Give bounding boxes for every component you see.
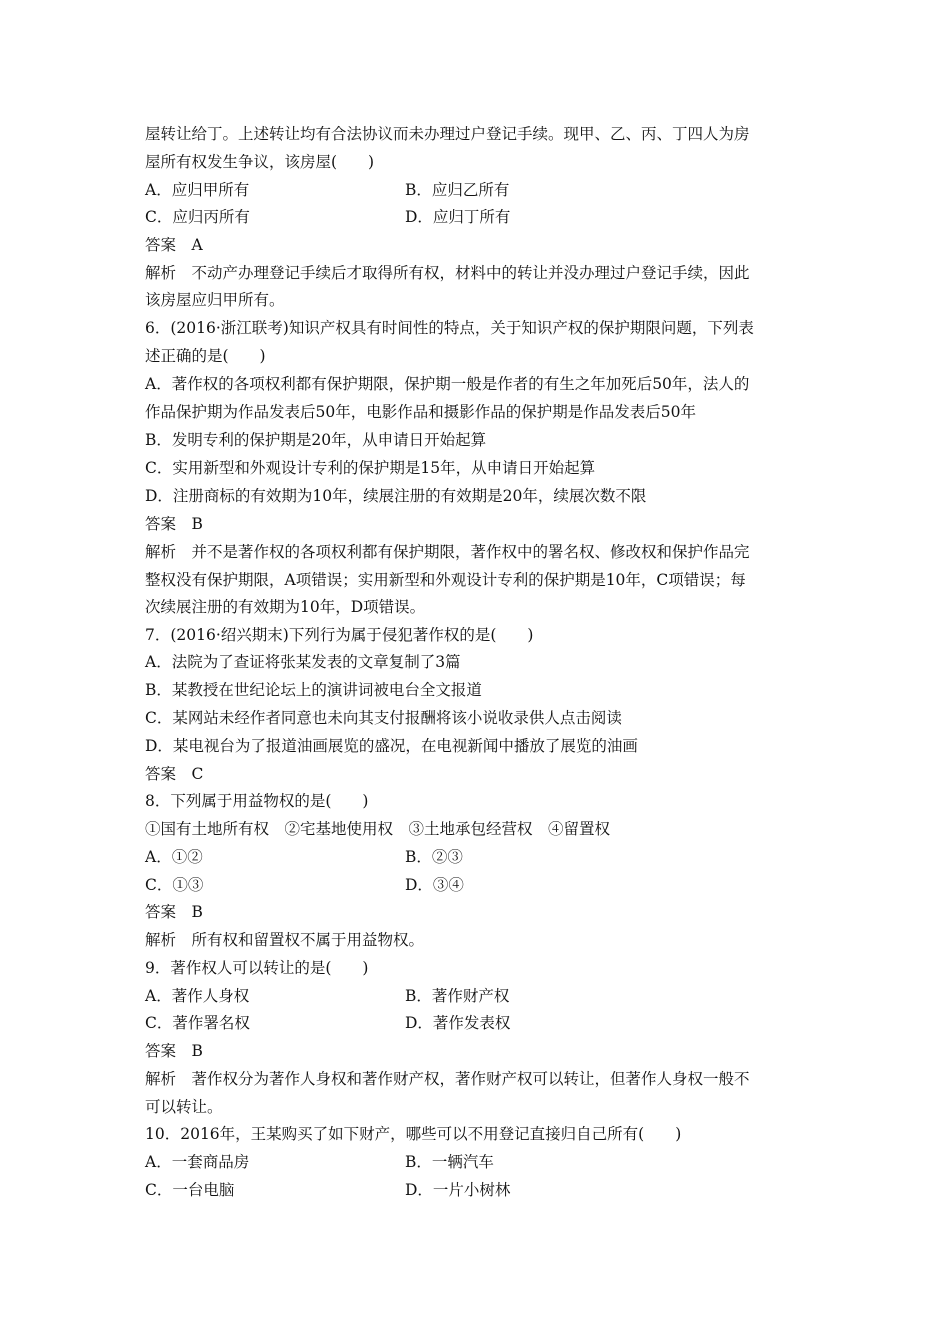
answer-line: 答案 A bbox=[145, 236, 203, 254]
answer-line: 答案 B bbox=[145, 1042, 203, 1060]
analysis-line: 解析 著作权分为著作人身权和著作财产权，著作财产权可以转让，但著作人身权一般不 bbox=[145, 1070, 750, 1088]
analysis-line: 解析 不动产办理登记手续后才取得所有权，材料中的转让并没办理过户登记手续，因此 bbox=[145, 264, 750, 282]
question-line: 6．(2016·浙江联考)知识产权具有时间性的特点，关于知识产权的保护期限问题，下列表 bbox=[145, 319, 754, 337]
option-line: D．某电视台为了报道油画展览的盛况，在电视新闻中播放了展览的油画 bbox=[145, 737, 638, 755]
answer-line: 答案 B bbox=[145, 515, 203, 533]
option-b: B．一辆汽车 bbox=[405, 1153, 494, 1171]
option-line: B．发明专利的保护期是20年，从申请日开始起算 bbox=[145, 431, 487, 449]
analysis-line: 该房屋应归甲所有。 bbox=[145, 291, 285, 309]
option-line: A．法院为了查证将张某发表的文章复制了3篇 bbox=[145, 653, 461, 671]
question-line: 述正确的是( ) bbox=[145, 347, 266, 365]
answer-line: 答案 C bbox=[145, 765, 204, 783]
analysis-line: 整权没有保护期限，A项错误；实用新型和外观设计专利的保护期是10年，C项错误；每 bbox=[145, 571, 746, 589]
option-a: A．一套商品房 bbox=[145, 1153, 250, 1171]
option-row bbox=[145, 986, 510, 1006]
option-d: D．③④ bbox=[405, 876, 464, 894]
text-line: 屋转让给丁。上述转让均有合法协议而未办理过户登记手续。现甲、乙、丙、丁四人为房 bbox=[145, 125, 750, 143]
option-a: A．①② bbox=[145, 848, 203, 866]
option-row bbox=[145, 847, 463, 867]
option-row bbox=[145, 207, 511, 227]
option-line: 作品保护期为作品发表后50年，电影作品和摄影作品的保护期是作品发表后50年 bbox=[145, 403, 696, 421]
option-line: D．注册商标的有效期为10年，续展注册的有效期是20年，续展次数不限 bbox=[145, 487, 647, 505]
answer-line: 答案 B bbox=[145, 903, 203, 921]
option-line: B．某教授在世纪论坛上的演讲词被电台全文报道 bbox=[145, 681, 482, 699]
question-line: 9．著作权人可以转让的是( ) bbox=[145, 959, 369, 977]
option-line: C．实用新型和外观设计专利的保护期是15年，从申请日开始起算 bbox=[145, 459, 596, 477]
question-line: 10．2016年，王某购买了如下财产，哪些可以不用登记直接归自己所有( ) bbox=[145, 1125, 682, 1143]
option-d: D．著作发表权 bbox=[405, 1014, 511, 1032]
question-line: 8．下列属于用益物权的是( ) bbox=[145, 792, 369, 810]
option-line: A．著作权的各项权利都有保护期限，保护期一般是作者的有生之年加死后50年，法人的 bbox=[145, 375, 750, 393]
option-b: B．应归乙所有 bbox=[405, 181, 510, 199]
option-row bbox=[145, 875, 464, 895]
analysis-line: 解析 并不是著作权的各项权利都有保护期限，著作权中的署名权、修改权和保护作品完 bbox=[145, 543, 750, 561]
option-row bbox=[145, 1180, 511, 1200]
option-row bbox=[145, 1013, 511, 1033]
option-d: D．一片小树林 bbox=[405, 1181, 511, 1199]
analysis-line: 解析 所有权和留置权不属于用益物权。 bbox=[145, 931, 425, 949]
option-c: C．①③ bbox=[145, 876, 204, 894]
option-c: C．著作署名权 bbox=[145, 1014, 250, 1032]
option-c: C．一台电脑 bbox=[145, 1181, 235, 1199]
statement-line: ①国有土地所有权 ②宅基地使用权 ③土地承包经营权 ④留置权 bbox=[145, 820, 611, 838]
option-a: A．著作人身权 bbox=[145, 987, 250, 1005]
analysis-line: 可以转让。 bbox=[145, 1098, 223, 1116]
option-row bbox=[145, 1152, 494, 1172]
option-b: B．著作财产权 bbox=[405, 987, 510, 1005]
option-d: D．应归丁所有 bbox=[405, 208, 511, 226]
question-line: 7．(2016·绍兴期末)下列行为属于侵犯著作权的是( ) bbox=[145, 626, 534, 644]
option-b: B．②③ bbox=[405, 848, 463, 866]
text-line: 屋所有权发生争议，该房屋( ) bbox=[145, 153, 375, 171]
analysis-line: 次续展注册的有效期为10年，D项错误。 bbox=[145, 598, 426, 616]
option-c: C．应归丙所有 bbox=[145, 208, 250, 226]
option-row bbox=[145, 180, 510, 200]
option-a: A．应归甲所有 bbox=[145, 181, 250, 199]
option-line: C．某网站未经作者同意也未向其支付报酬将该小说收录供人点击阅读 bbox=[145, 709, 622, 727]
